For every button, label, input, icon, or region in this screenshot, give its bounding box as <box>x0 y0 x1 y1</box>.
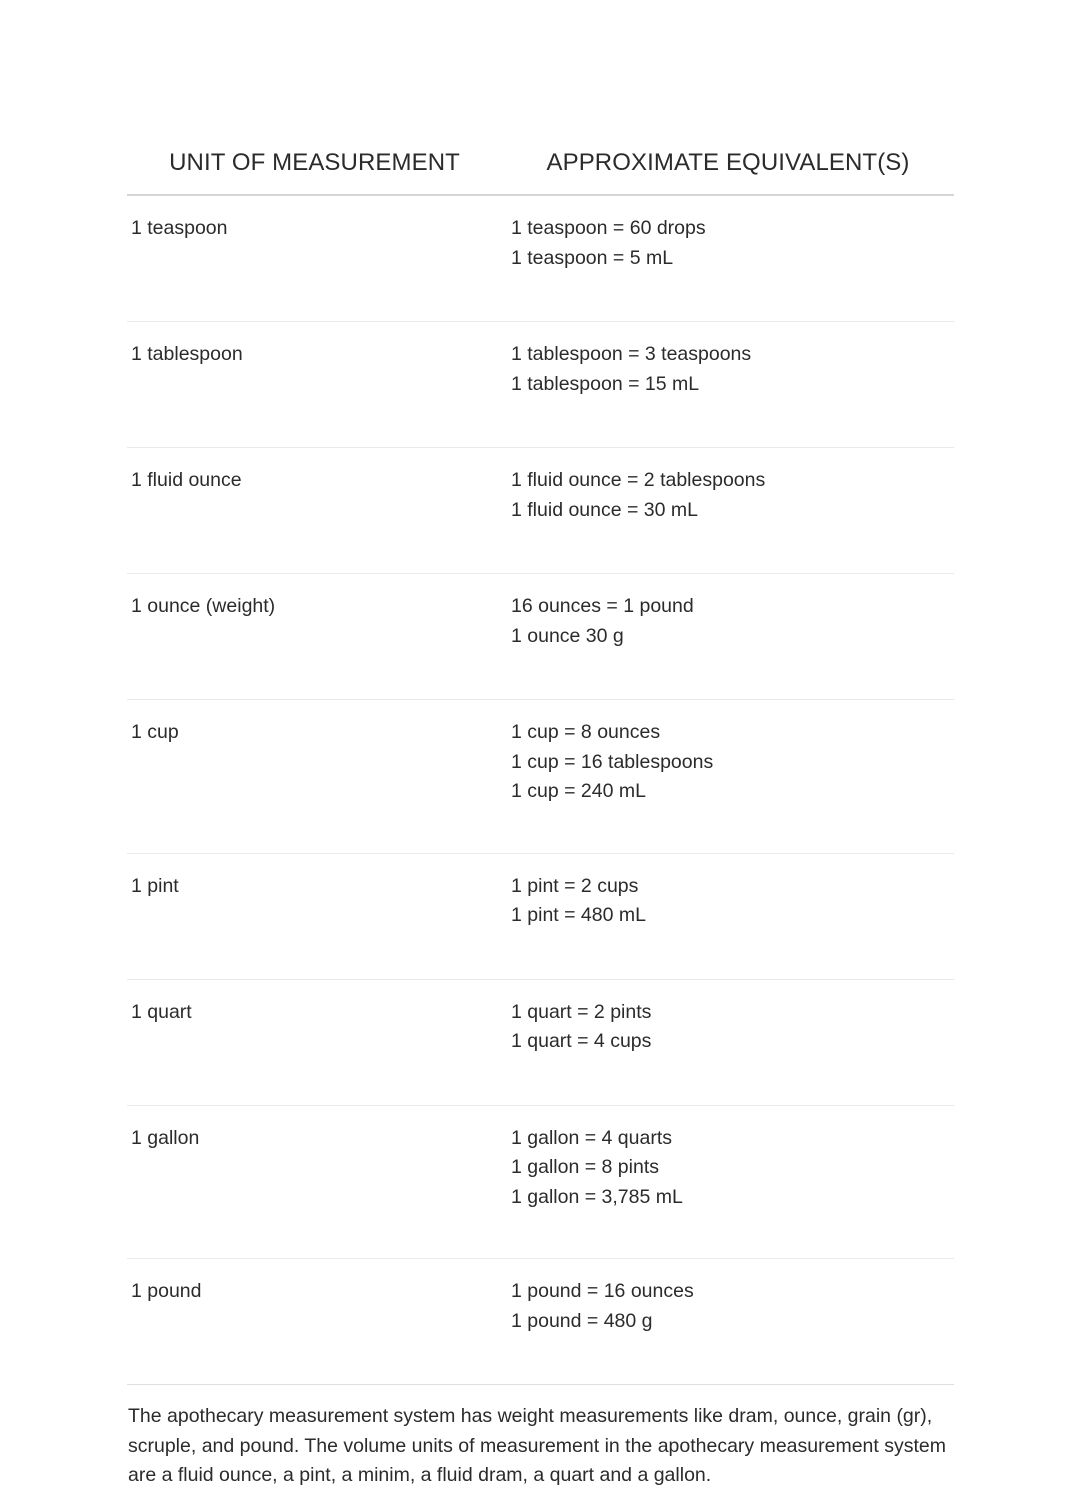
cell-equivalents <box>502 700 954 853</box>
cell-equivalents <box>502 854 954 979</box>
equivalent-line: 1 gallon = 8 pints <box>511 1156 659 1178</box>
cell-unit: 1 fluid ounce <box>131 469 242 491</box>
cell-unit: 1 teaspoon <box>131 217 228 239</box>
equivalent-line: 1 teaspoon = 5 mL <box>511 246 674 269</box>
table-row <box>127 854 954 980</box>
cell-equivalents <box>502 196 954 321</box>
equivalent-line: 16 ounces = 1 pound <box>511 595 694 617</box>
cell-unit: 1 pound <box>131 1280 202 1302</box>
table-row <box>127 700 954 854</box>
cell-unit: 1 quart <box>131 1000 192 1023</box>
cell-equivalents <box>502 1106 954 1259</box>
equivalent-line: 1 quart = 4 cups <box>511 1030 652 1052</box>
cell-equivalents <box>502 574 954 699</box>
table-body <box>127 194 954 1385</box>
footnote-paragraph: The apothecary measurement system has weight measurements like dram, ounce, grain (gr), scruple, and pound. The volume units of measurement in the apothecary measurement system are a fluid ounce, a pint, a minim, a fluid dram, a quart and a gallon. <box>128 1405 946 1486</box>
equivalent-line: 1 cup = 8 ounces <box>511 721 661 743</box>
equivalent-line: 1 gallon = 4 quarts <box>511 1126 672 1149</box>
equivalent-line: 1 fluid ounce = 30 mL <box>511 498 699 521</box>
column-header-approximate-equivalents: APPROXIMATE EQUIVALENT(S) <box>546 149 910 176</box>
table-row <box>127 196 954 322</box>
table-row <box>127 1259 954 1385</box>
cell-unit: 1 pint <box>131 874 179 897</box>
table-row <box>127 448 954 574</box>
equivalent-line: 1 tablespoon = 15 mL <box>511 372 700 395</box>
conversion-table-container <box>127 148 954 1510</box>
cell-equivalents <box>502 322 954 447</box>
equivalent-line: 1 quart = 2 pints <box>511 1000 652 1023</box>
column-header-unit-of-measurement: UNIT OF MEASUREMENT <box>169 149 460 176</box>
table-header-row <box>127 148 954 194</box>
equivalent-line: 1 pound = 480 g <box>511 1309 653 1332</box>
cell-equivalents <box>502 448 954 573</box>
cell-unit: 1 tablespoon <box>131 343 243 365</box>
equivalent-line: 1 pint = 2 cups <box>511 874 639 897</box>
equivalent-line: 1 pound = 16 ounces <box>511 1280 694 1302</box>
table-row <box>127 980 954 1106</box>
equivalent-line: 1 tablespoon = 3 teaspoons <box>511 343 752 365</box>
cell-unit: 1 cup <box>131 721 179 743</box>
table-row <box>127 322 954 448</box>
table-row <box>127 1106 954 1260</box>
equivalent-line: 1 cup = 16 tablespoons <box>511 750 714 773</box>
equivalent-line: 1 ounce 30 g <box>511 624 624 647</box>
equivalent-line: 1 pint = 480 mL <box>511 904 646 926</box>
cell-unit: 1 gallon <box>131 1126 200 1149</box>
table-row <box>127 574 954 700</box>
equivalent-line: 1 teaspoon = 60 drops <box>511 217 706 239</box>
equivalent-line: 1 gallon = 3,785 mL <box>511 1185 683 1208</box>
equivalent-line: 1 fluid ounce = 2 tablespoons <box>511 469 766 491</box>
cell-equivalents <box>502 980 954 1105</box>
equivalent-line: 1 cup = 240 mL <box>511 780 646 802</box>
cell-equivalents <box>502 1259 954 1384</box>
cell-unit: 1 ounce (weight) <box>131 595 276 617</box>
